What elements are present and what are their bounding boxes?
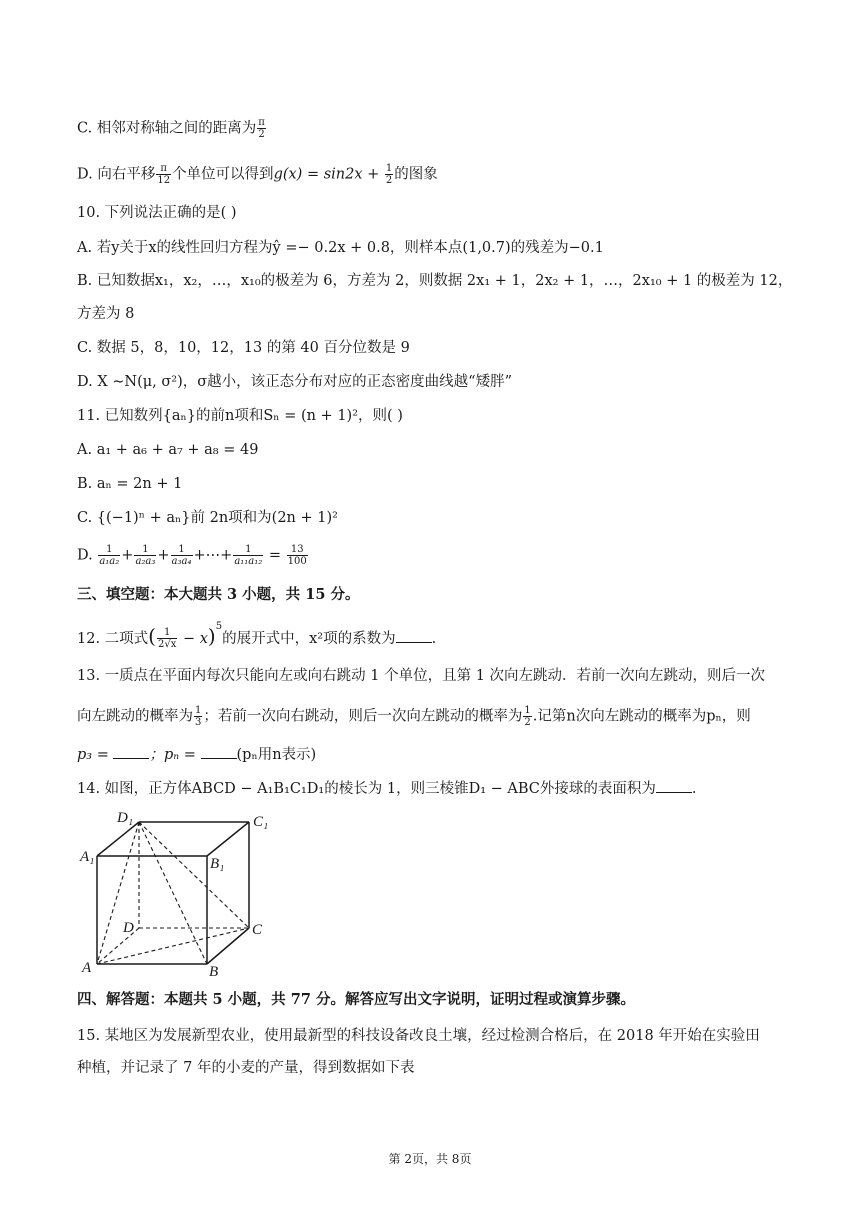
fraction [171, 544, 193, 567]
numerator: π [258, 117, 265, 128]
question-12: 12. 二项式( $\frac{1}{2√x}$ − x)$^5$的展开式中，x²项的系数为 . [77, 621, 437, 651]
question-14 [77, 778, 697, 799]
answer-blank[interactable] [396, 628, 432, 643]
denominator: a₁₁a₁₂ [234, 556, 263, 567]
label-b: B [209, 964, 219, 978]
answer-blank[interactable] [113, 744, 149, 759]
label-c1: C₁ [253, 814, 269, 830]
question-text: 14. 如图，正方体ABCD − A₁B₁C₁D₁的棱长为 1，则三棱锥D₁ − ABC外接球的表面积为 [77, 781, 656, 797]
denominator: 2 [258, 129, 265, 140]
denominator: a₃a₄ [171, 556, 192, 567]
option-10c: C. 数据 5，8，10，12，13 的第 40 百分位数是 9 [77, 340, 410, 356]
question-11-stem: 11. 已知数列{aₙ}的前n项和Sₙ = (n + 1)²，则( ) [77, 408, 403, 424]
question-15-line2: 种植，并记录了 7 年的小麦的产量，得到数据如下表 [77, 1060, 415, 1076]
numerator: 1 [134, 544, 156, 556]
option-11a: A. a₁ + a₆ + a₇ + a₈ = 49 [77, 442, 259, 458]
numerator: 1 [385, 163, 393, 174]
fraction [385, 163, 393, 186]
option-9d [77, 163, 438, 186]
numerator: 1 [524, 705, 531, 716]
option-text: 个单位可以得到 [172, 166, 274, 183]
numerator: 1 [195, 705, 202, 716]
denominator: a₁a₂ [99, 556, 120, 567]
label-d: D [123, 920, 134, 936]
label-a: A [82, 960, 92, 976]
question-text: . [691, 781, 697, 797]
edge-a1-d1 [97, 822, 139, 856]
question-13-line2 [77, 705, 751, 728]
question-text: ；若前一次向右跳动，则后一次向左跳动的概率为 [203, 708, 523, 725]
formula: ；pₙ = [149, 747, 201, 763]
option-11c: C. {(−1)ⁿ + aₙ}前 2n项和为(2n + 1)² [77, 510, 338, 526]
option-10a: A. 若y关于x的线性回归方程为ŷ =− 0.2x + 0.8，则样本点(1,0.7)的残差为−0.1 [77, 240, 604, 256]
edge-d1-b [139, 822, 207, 964]
label-d1: D₁ [117, 810, 134, 826]
label-c: C [252, 922, 263, 938]
answer-blank[interactable] [201, 744, 237, 759]
numerator: 1 [233, 544, 263, 556]
question-13-line1: 13. 一质点在平面内每次只能向左或向右跳动 1 个单位，且第 1 次向左跳动．若前一次向左跳动，则后一次 [77, 668, 766, 684]
option-10b-cont: 方差为 8 [77, 306, 135, 322]
option-9c [77, 117, 267, 140]
denominator: 3 [195, 717, 202, 728]
edge-d1-c [139, 822, 249, 928]
numerator: 1 [98, 544, 120, 556]
denominator: 2 [524, 717, 531, 728]
fraction [233, 544, 263, 567]
formula: − x [178, 630, 208, 647]
fraction [134, 544, 156, 567]
denominator: a₂a₃ [135, 556, 156, 567]
option-text: C. 相邻对称轴之间的距离为 [77, 120, 257, 137]
option-11b: B. aₙ = 2n + 1 [77, 476, 183, 492]
answer-blank[interactable] [656, 778, 692, 793]
edge-a-c [97, 928, 249, 964]
question-text: .记第n次向左跳动的概率为pₙ，则 [532, 708, 751, 725]
question-15-line1: 15. 某地区为发展新型农业，使用最新型的科技设备改良土壤，经过检测合格后，在 2018 年开始在实验田 [77, 1028, 760, 1044]
label-b1: B₁ [210, 856, 225, 872]
ellipsis: +⋯+ [193, 547, 233, 564]
formula: g(x) = sin2x + [273, 166, 384, 183]
question-text: (pₙ用n表示) [236, 747, 317, 763]
question-13-line3 [77, 744, 316, 765]
option-text: D. 向右平移 [77, 166, 156, 183]
denominator: 12 [157, 175, 171, 186]
numerator: 1 [157, 627, 177, 639]
edge-d1-a [97, 822, 139, 964]
exponent: 5 [215, 621, 223, 632]
denominator: 100 [287, 556, 307, 567]
fraction [287, 544, 308, 567]
fraction [257, 117, 266, 140]
fraction [98, 544, 120, 567]
label-a1: A₁ [80, 849, 95, 865]
numerator: 1 [171, 544, 193, 556]
page-footer: 第 2页，共 8页 [388, 1152, 472, 1166]
question-text: 12. 二项式 [77, 630, 149, 647]
numerator: π [156, 163, 171, 175]
option-10d: D. X ∼N(μ, σ²)，σ越小，该正态分布对应的正态密度曲线越“矮胖” [77, 374, 512, 390]
numerator: 13 [287, 544, 308, 556]
cube-figure [77, 806, 277, 978]
fraction [523, 705, 531, 728]
question-text: . [431, 630, 437, 647]
question-text: 的展开式中，x²项的系数为 [222, 630, 396, 647]
option-11d: D. $\frac{1}{\text{a₁a₂}}$ + $\frac{1}{\text{a₂a₃}}$ + $\frac{1}{\text{a₃a₄}}$ +⋯+ $\frac{1}{\text{a₁₁a₁₂}}$ = $\frac{13}{100}$ [77, 544, 307, 567]
question-10-stem: 10. 下列说法正确的是( ) [77, 205, 237, 221]
denominator: 2√x [157, 639, 177, 651]
option-text: 的图象 [394, 166, 438, 183]
denominator: 2 [385, 175, 393, 186]
section-heading-4: 四、解答题：本题共 5 小题，共 77 分。解答应写出文字说明，证明过程或演算步骤。 [77, 991, 635, 1008]
fraction [194, 705, 202, 728]
option-10b: B. 已知数据x₁，x₂，…，x₁₀的极差为 6，方差为 2，则数据 2x₁ + 1，2x₂ + 1，…，2x₁₀ + 1 的极差为 12， [77, 273, 793, 289]
fraction [156, 163, 171, 186]
edge-c1-b1 [207, 822, 249, 856]
fraction [157, 627, 177, 650]
question-text: 向左跳动的概率为 [77, 708, 193, 725]
formula: p₃ = [77, 747, 114, 763]
option-label: D. [77, 547, 98, 564]
section-heading-3: 三、填空题：本大题共 3 小题，共 15 分。 [77, 586, 360, 603]
